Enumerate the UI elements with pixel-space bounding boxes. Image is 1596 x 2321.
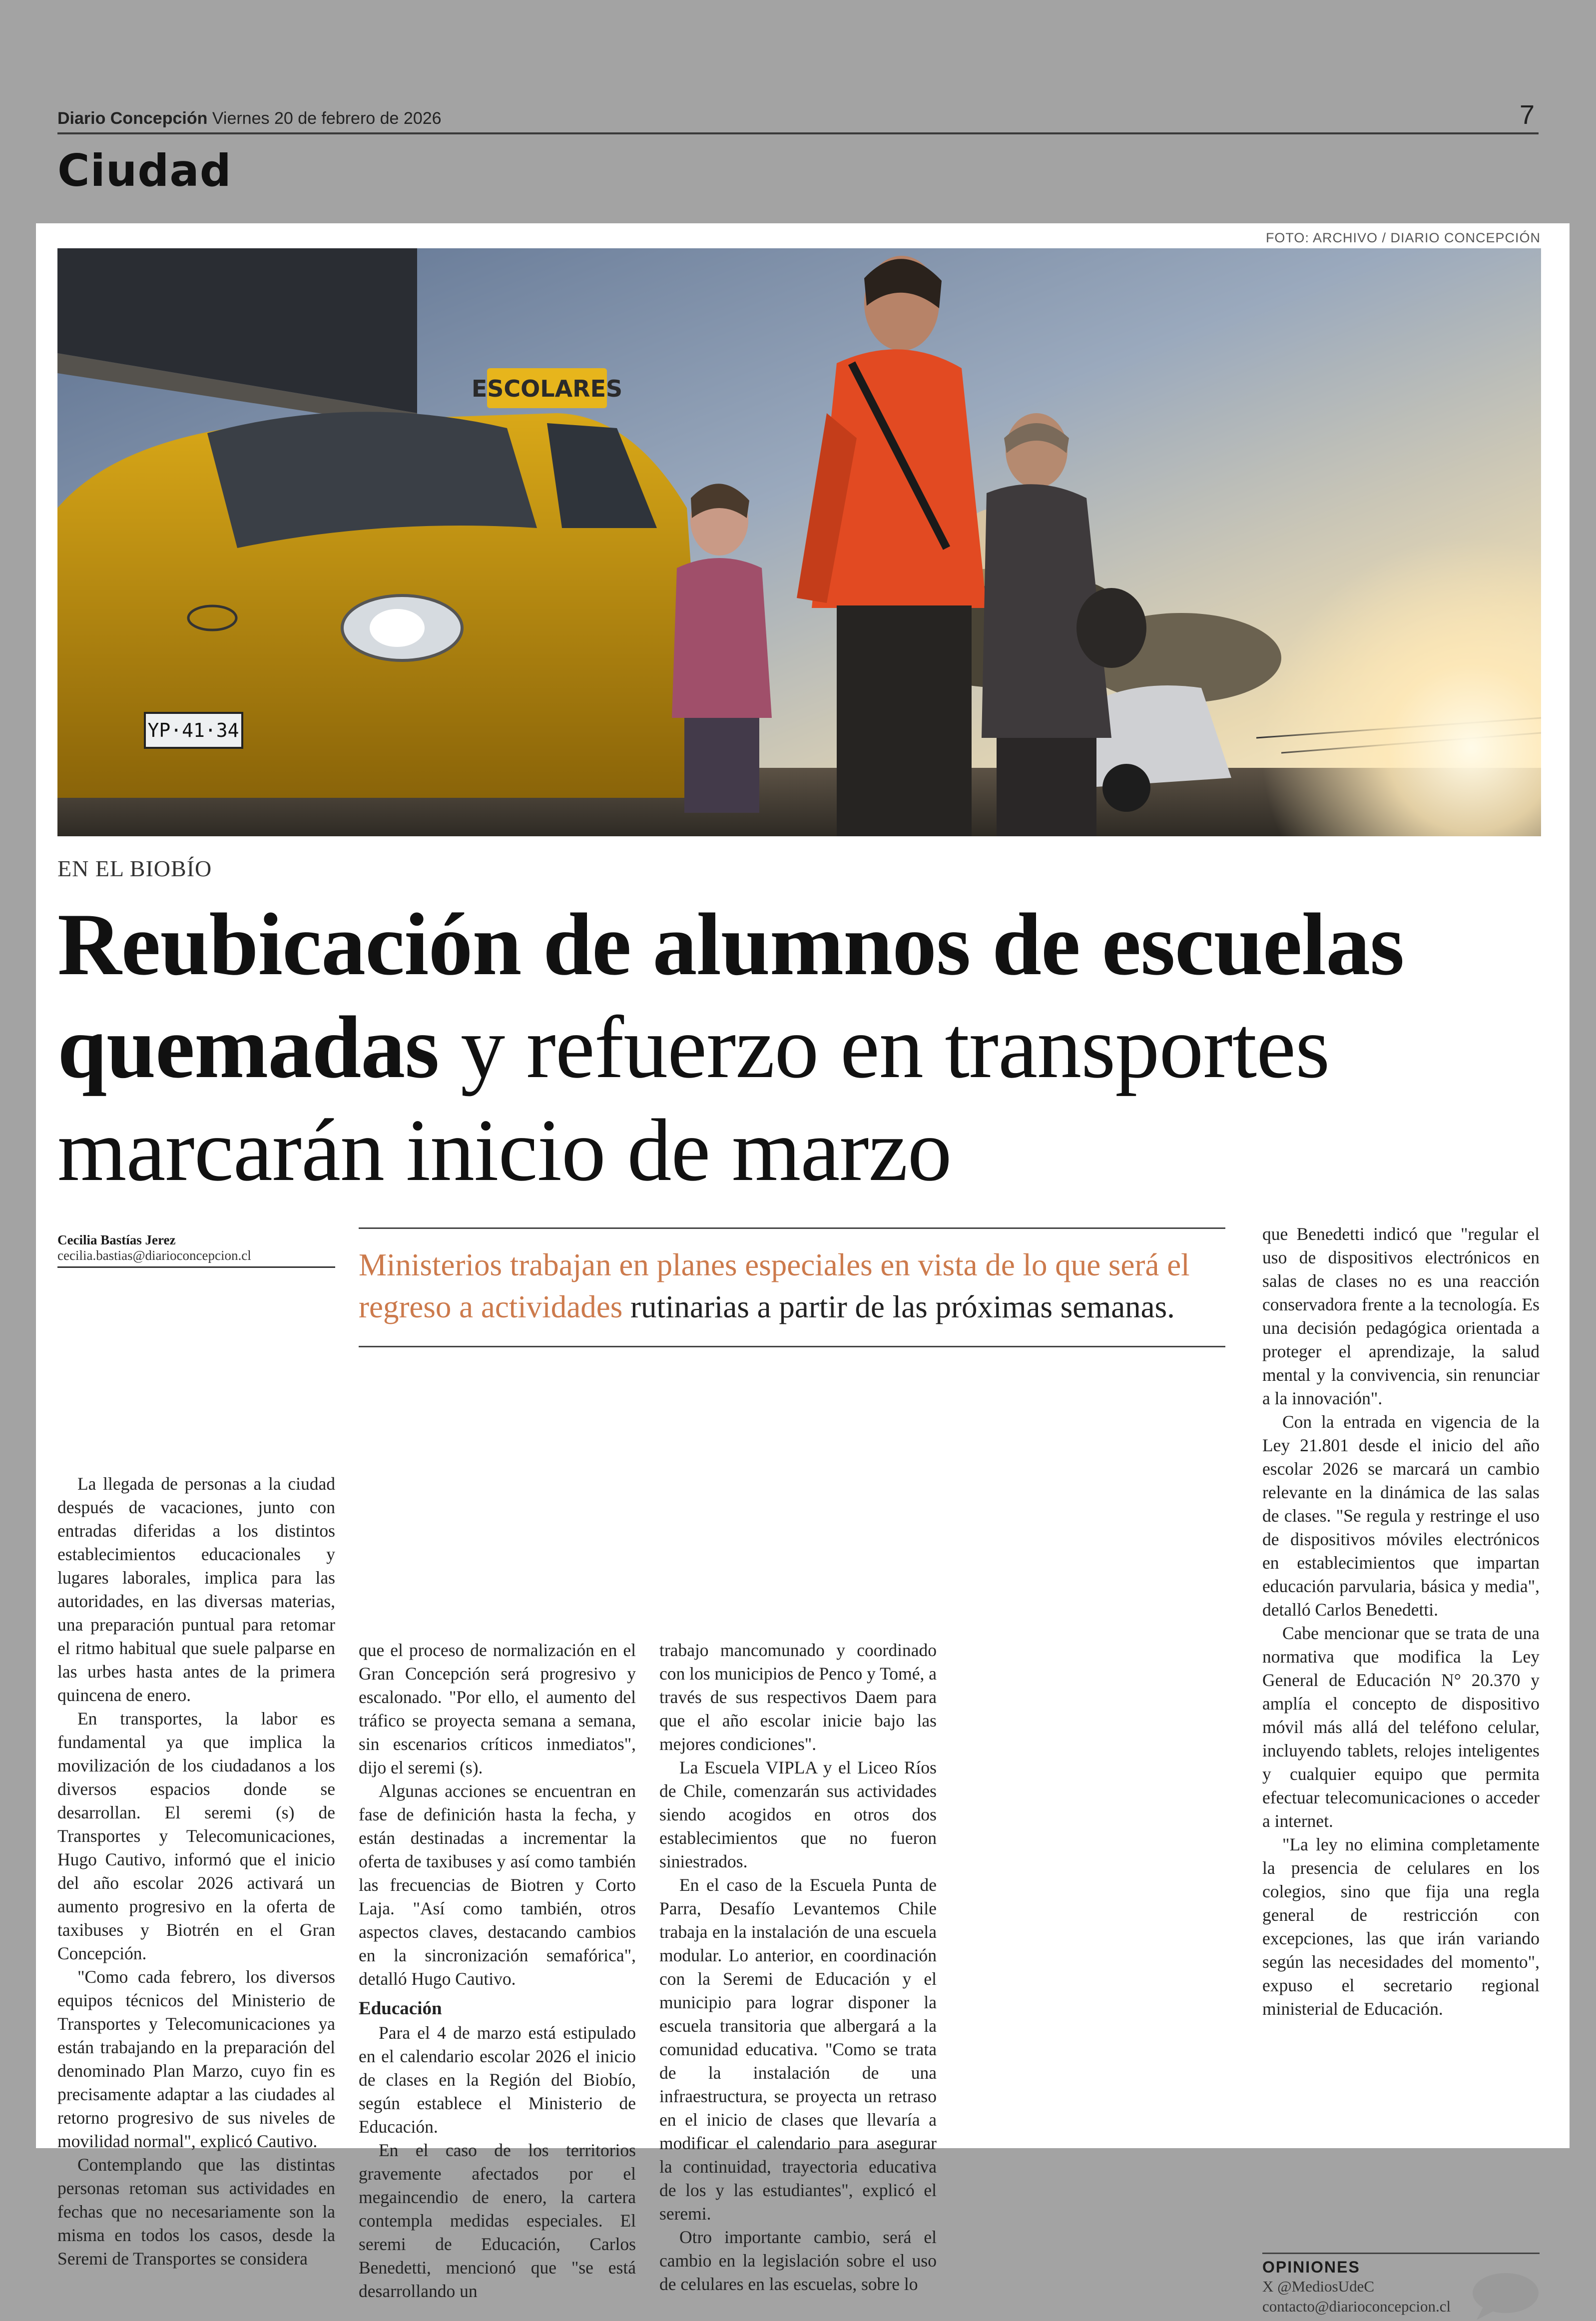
paragraph: Contemplando que las distintas personas retoman sus actividades en fechas que no necesariamente son la misma en todos los casos, desde la Seremi de Transportes se considera [57,2155,335,2269]
deck-highlight: Ministerios trabajan en planes especiales en vista de lo que será el regreso a actividades [359,1247,1190,1324]
paragraph: "La ley no elimina completamente la presencia de celulares en los colegios, sino que fija una regla general de restricción con excepciones, las que irán variando según las necesidades del momento", expuso el secretario regional ministerial de Educación. [1262,1834,1540,2019]
paragraph: La Escuela VIPLA y el Liceo Ríos de Chile, comenzarán sus actividades siendo acogidos en otros dos establecimientos que no fueron siniestrados. [659,1757,937,1871]
paragraph: La llegada de personas a la ciudad después de vacaciones, junto con entradas diferidas a los distintos establecimientos educacionales y lugares laborales, implica para las autoridades, en las diversas materias, una preparación puntual para retomar el ritmo habitual que suele palparse en las urbes hasta antes de la primera quincena de enero. [57,1474,335,1705]
article-page [36,223,1570,2315]
paragraph: Cabe mencionar que se trata de una normativa que modifica la Ley General de Educación N° 20.370 y amplía el concepto de dispositivo móvil más allá del teléfono celular, incluyendo tablets, relojes inteligentes y cualquier equipo que permita efectuar telecomunicaciones o acceder a internet. [1262,1623,1540,1831]
headline-rest: y refuerzo en transportes marcarán inicio de marzo [57,998,1330,1199]
text-column-2 [359,1639,636,2303]
section-title: Ciudad [57,145,232,196]
paragraph: "Como cada febrero, los diversos equipos técnicos del Ministerio de Transportes y Telecomunicaciones ya están trabajando en la preparación del denominado Plan Marzo, cuyo fin es precisamente adaptar a las ciudades al retorno progresivo de sus niveles de movilidad normal", explicó Cautivo. [57,1967,335,2151]
opinions-box [1262,2253,1540,2317]
headline-bold: Reubicación de alumnos de escuelas quemadas [57,895,1404,1097]
paragraph: Otro importante cambio, será el cambio en la legislación sobre el uso de celulares en las escuelas, sobre lo [659,2227,937,2294]
opinions-email[interactable]: contacto@diarioconcepcion.cl [1262,2298,1451,2315]
paragraph: Con la entrada en vigencia de la Ley 21.801 desde el inicio del año escolar 2026 se marcará un cambio relevante en la dinámica de las salas de clases. "Se regula y restringe el uso de dispositivos móviles electrónicos en establecimientos que impartan educación parvularia, básica y media", detalló Carlos Benedetti. [1262,1412,1540,1620]
photo-credit: FOTO: ARCHIVO / DIARIO CONCEPCIÓN [1265,230,1541,245]
article-photo [57,248,1541,836]
text-column-3 [659,1639,937,2296]
author-email[interactable]: cecilia.bastias@diarioconcepcion.cl [57,1248,251,1263]
masthead [57,97,1539,134]
paragraph: Algunas acciones se encuentran en fase de definición hasta la fecha, y están destinadas a incrementar la oferta de taxibuses y así como también las frecuencias de Biotren y Corto Laja. "Así como también, otros aspectos claves, destacando cambios en la sincronización semafórica", detalló Hugo Cautivo. [359,1781,636,1989]
paragraph: En transportes, la labor es fundamental ya que implica la movilización de los ciudadanos a los diversos espacios donde se desarrollan. El seremi (s) de Transportes y Telecomunicaciones, Hugo Cautivo, informó que el inicio del año escolar 2026 activará un aumento progresivo en la oferta de taxibuses y Biotrén en el Gran Concepción. [57,1709,335,1963]
paragraph: trabajo mancomunado y coordinado con los municipios de Penco y Tomé, a través de sus respectivos Daem para que el año escolar inicie bajo las mejores condiciones". [659,1640,937,1754]
paragraph: En el caso de la Escuela Punta de Parra, Desafío Levantemos Chile trabaja en la instalación de una escuela modular. Lo anterior, en coordinación con la Seremi de Educación y el municipio para lograr disponer la escuela transitoria que albergará a la comunidad educativa. "Como se trata de la instalación de una infraestructura, se proyecta un retraso en el inicio de clases que llevaría a modificar el calendario para asegurar la continuidad, trayectoria educativa de los y las estudiantes", explicó el seremi. [659,1875,937,2224]
article-headline [57,893,1551,1201]
article-kicker: EN EL BIOBÍO [57,856,212,881]
opinions-handle[interactable]: X @MediosUdeC [1262,2278,1375,2295]
deck-rest: rutinarias a partir de las próximas semanas. [622,1289,1175,1324]
paragraph: que el proceso de normalización en el Gran Concepción será progresivo y escalonado. "Por ello, el aumento del tráfico se proyecta semana a semana, sin escenarios críticos inmediatos", dijo el seremi (s). [359,1640,636,1777]
publication-name: Diario Concepción [57,109,208,128]
publication-line [57,109,442,128]
author-name: Cecilia Bastías Jerez [57,1232,176,1247]
page-number: 7 [1519,100,1535,130]
subhead-educacion: Educación [359,1998,442,2019]
speech-bubble-icon [1470,2271,1540,2321]
paragraph: En el caso de los territorios gravemente afectados por el megaincendio de enero, la cartera contempla medidas especiales. El seremi de Educación, Carlos Benedetti, mencionó que "se está desarrollando un [359,2140,636,2301]
publication-date: Viernes 20 de febrero de 2026 [212,109,442,128]
byline [57,1232,335,1268]
text-column-4 [1262,1222,1540,2021]
paragraph: que Benedetti indicó que "regular el uso de dispositivos electrónicos en salas de clases no es una reacción conservadora frente a la tecnología. Es una decisión pedagógica orientada a proteger el aprendizaje, la salud mental y la convivencia, sin renunciar a la innovación". [1262,1224,1540,1408]
photo-illustration [57,248,1541,836]
text-column-1 [57,1472,335,2271]
opinions-title: OPINIONES [1262,2258,1360,2276]
paragraph: Para el 4 de marzo está estipulado en el calendario escolar 2026 el inicio de clases en la Región del Biobío, según establece el Ministerio de Educación. [359,2023,636,2137]
article-deck [359,1227,1225,1347]
